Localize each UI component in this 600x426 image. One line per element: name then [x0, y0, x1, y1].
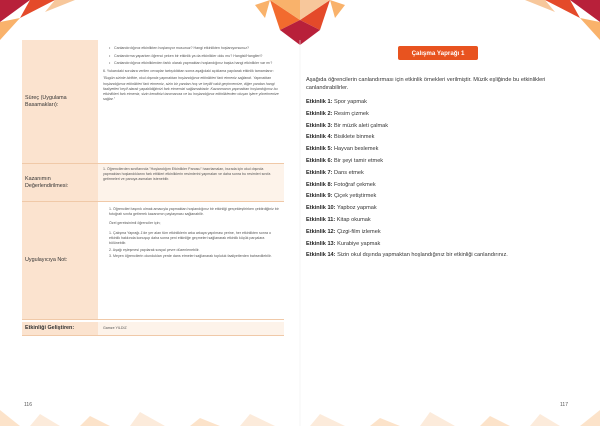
notes-label: Uygulayıcıya Not:: [22, 202, 98, 319]
activity-label: Etkinlik 8:: [306, 181, 333, 188]
activity-label: Etkinlik 10:: [306, 205, 336, 212]
process-content: [98, 40, 284, 163]
worksheet-intro: Aşağıda öğrencilerin canlandırması için etkinlik örnekleri verilmiştir. Müzik eşliğinde bu etkinlikleri canlandırabilirler.: [306, 77, 546, 92]
activity-text: Dans etmek: [334, 169, 364, 176]
activity-label: Etkinlik 5:: [306, 146, 333, 153]
activity-item: [306, 156, 578, 168]
note-item: 3. Meyen öğrencilerin olundukları yerde dans etmeleri sağlanarak topluluk faaliyetlerden bahsedilebilir.: [109, 254, 272, 259]
activity-item: [306, 132, 578, 144]
activity-item: [306, 144, 578, 156]
activity-item: [306, 215, 578, 227]
activity-label: Etkinlik 4:: [306, 134, 333, 141]
activity-text: Çizgi-film izlemek: [337, 228, 381, 235]
activity-text: Sizin okul dışında yapmaktan hoşlandığınız bir etkinliği canlandırınız.: [337, 252, 508, 259]
right-page-number: 117: [560, 402, 568, 408]
question-item: • Canlandırdığınız etkinlikten hoşlanıyor musunuz? Hangi etkinlikten hoşlanıyorsunuz?: [109, 46, 279, 51]
activity-item: [306, 168, 578, 180]
activity-label: Etkinlik 6:: [306, 157, 333, 164]
activity-item: [306, 203, 578, 215]
top-right-triangles: [525, 0, 600, 40]
activity-item: [306, 121, 578, 133]
activity-list: [306, 97, 578, 262]
process-label: Süreç (Uygulama Basamakları):: [22, 40, 98, 163]
activity-label: Etkinlik 13:: [306, 240, 336, 247]
activity-text: Yapboz yapmak: [337, 205, 377, 212]
activity-text: Spor yapmak: [334, 99, 367, 105]
activity-item: [306, 250, 578, 262]
activity-item: [306, 180, 578, 192]
worksheet-title: Çalışma Yaprağı 1: [398, 46, 478, 60]
top-center-triangles: [255, 0, 345, 45]
question-item: • Canlandırma yaparken öğrenci yeken bir etkinlik ya da etkinlikler oldu mu? Hangisi/Hangileri?: [109, 54, 279, 59]
activity-item: [306, 109, 578, 121]
developer-name: Gamze YILDIZ: [98, 322, 284, 335]
notes-content: [98, 202, 284, 319]
activity-label: Etkinlik 3:: [306, 122, 333, 129]
activity-label: Etkinlik 14:: [306, 252, 336, 259]
activity-table: [22, 40, 284, 336]
notes-row: [22, 202, 284, 320]
activity-label: Etkinlik 1:: [306, 99, 333, 105]
process-questions: [103, 46, 279, 67]
step-6: 6. Yukarıdaki sorulara verilen cevaplar tartışıldıktan sonra aşağıdaki açıklama yapılarak etkinlik tamamlanır:: [103, 69, 274, 74]
note-item: Özel gereksinimli öğrenciler için;: [109, 221, 161, 226]
activity-item: [306, 227, 578, 239]
question-item: • Canlandırdığınız etkinliklerden farklı olarak yapmaktan hoşlandığınız başka hangi etkinlikler var mı?: [109, 61, 279, 66]
process-row: [22, 40, 284, 164]
activity-text: Bisiklete binmek: [334, 134, 375, 141]
activity-label: Etkinlik 11:: [306, 216, 336, 223]
activity-label: Etkinlik 7:: [306, 169, 333, 176]
activity-text: Kitap okumak: [336, 216, 371, 223]
activity-text: Çiçek yetiştirmek: [334, 193, 377, 200]
activity-label: Etkinlik 9:: [306, 193, 333, 200]
left-page-number: 116: [24, 402, 32, 408]
note-item: 1. Çalışma Yaprağı-1'de yer alan tüm etkinliklerin arka arkaya yapılması yerine, her etkinlikten sonra o etkinlik hakkında konuşup daha sonra yeni etkinliğe geçmeleri sağlanarak etkinlik küçük parçalara bölünebilir.: [109, 230, 271, 246]
activity-text: Resim çizmek: [334, 110, 369, 117]
activity-label: Etkinlik 12:: [306, 228, 336, 235]
developer-row: [22, 322, 284, 336]
closing-quote: "Bugün sizinle birlikte, okul dışında yapmaktan hoşlandığınız etkinlikleri fark etmeniz sağlandı. Yapmaktan hoşlandığımız etkinlikleri fark etmemiz, sizin bir yandan hoş ve keyifli vakit geçirmemize, diğer yandan hangi faaliyetleri keyif alarak yapabildiğimizi fark etmemizi sağlamaktadır. Kazanmanın yapmaktan hoşlandığımız bu etkinlikleri fark etmeniz, sizin kendinizi tanımanıza ve bu hoşlandığınız etkinliklerden oluşan işlere yönelmenize sağlar.": [103, 76, 279, 102]
notes-list: [103, 207, 279, 260]
assessment-label: Kazanımın Değerlendirilmesi:: [22, 164, 98, 201]
activity-item: [306, 239, 578, 251]
assessment-row: [22, 164, 284, 202]
top-left-triangles: [0, 0, 75, 40]
activity-text: Hayvan beslemek: [334, 146, 379, 153]
developer-label: Etkinliği Geliştiren:: [22, 322, 98, 335]
activity-text: Fotoğraf çekmek: [334, 181, 376, 188]
activity-text: Bir şeyi tamir etmek: [334, 157, 384, 164]
assessment-content: 1. Öğrencilerden sınıflarında "Hoşlandığım Etkinlikler Panosu" hazırlamaları, burada için okul dışında yapmaktan hoşlandıklarını fark ettikleri etkinliklerin resimlerini yapmaları ve daha sonra bu resimleri sınıfa getirmeleri ve panoya asmaları istenebilir.: [98, 164, 284, 201]
activity-label: Etkinlik 2:: [306, 110, 333, 117]
activity-text: Kurabiye yapmak: [337, 240, 381, 247]
note-item: 1. Öğrencileri taşınık olmak amacıyla yapmaktan hoşlandığınız bir etkinliği gerçekleştirirken çektirdiğiniz bir fotoğrafı sınıfa getirerek kazanımın paylaşması sağlanabilir.: [109, 207, 279, 217]
activity-text: Bir müzik aleti çalmak: [334, 122, 389, 129]
activity-item: [306, 191, 578, 203]
activity-item: [306, 97, 578, 109]
note-item: 2. Aşağı eşleşmesi yapılarak sosyal çevre düzenlenebilir.: [109, 247, 200, 252]
